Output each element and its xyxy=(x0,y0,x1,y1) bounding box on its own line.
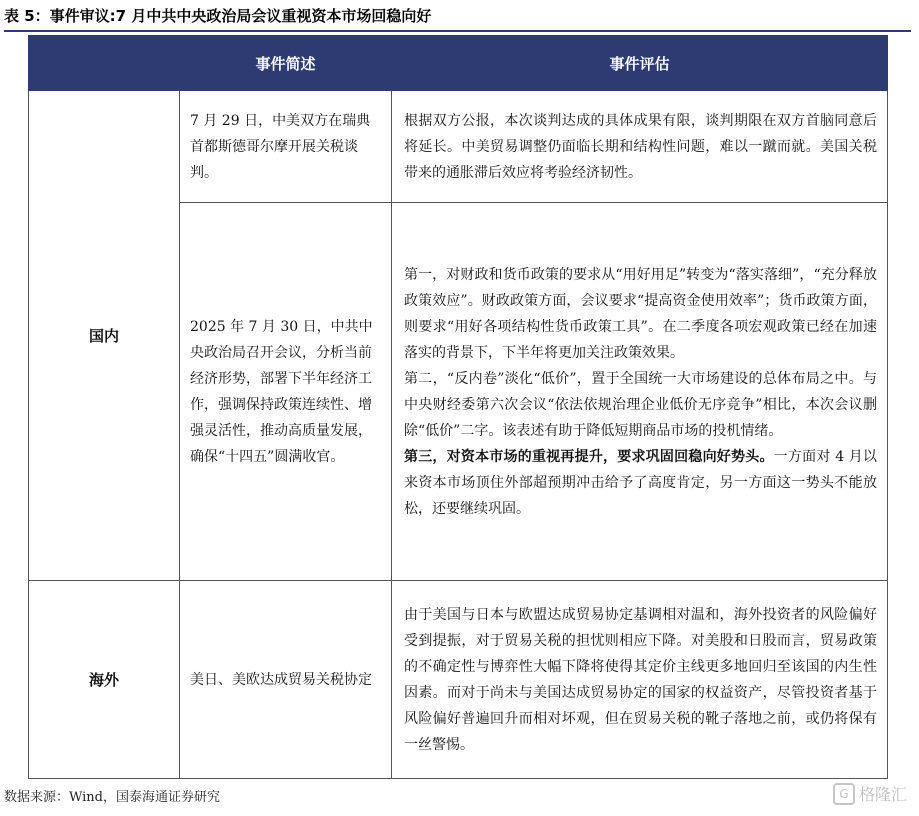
table-row xyxy=(29,581,888,779)
title-divider xyxy=(4,30,911,32)
eval-paragraph-3-bold: 第三，对资本市场的重视再提升，要求巩固回稳向好势头。 xyxy=(404,448,774,465)
region-cell-overseas: 海外 xyxy=(29,581,180,779)
table-header-row xyxy=(29,36,888,91)
watermark xyxy=(833,782,907,805)
event-eval xyxy=(392,203,888,581)
region-cell-domestic: 国内 xyxy=(29,91,180,581)
event-desc: 2025 年 7 月 30 日，中共中央政治局召开会议，分析当前经济形势，部署下半年经济工作，强调保持政策连续性、增强灵活性，推动高质量发展，确保“十四五”圆满收官。 xyxy=(180,203,392,581)
table-title: 表 5：事件审议:7 月中共中央政治局会议重视资本市场回稳向好 xyxy=(4,7,432,25)
event-table xyxy=(28,35,888,779)
logo-icon: G xyxy=(833,783,855,805)
data-source: 数据来源：Wind，国泰海通证券研究 xyxy=(4,790,220,805)
event-eval: 由于美国与日本与欧盟达成贸易协定基调相对温和，海外投资者的风险偏好受到提振，对于贸易关税的担忧则相应下降。对美股和日股而言，贸易政策的不确定性与博弈性大幅下降将使得其定价主线更多地回归至该国的内生性因素。而对于尚未与美国达成贸易协定的国家的权益资产，尽管投资者基于风险偏好普遍回升而相对坏观，但在贸易关税的靴子落地之前，或仍将保有一丝警惕。 xyxy=(392,581,888,779)
watermark-text: 格隆汇 xyxy=(858,785,907,804)
event-desc: 7 月 29 日，中美双方在瑞典首都斯德哥尔摩开展关税谈判。 xyxy=(180,91,392,203)
header-desc: 事件简述 xyxy=(180,36,392,91)
header-eval: 事件评估 xyxy=(392,36,888,91)
header-region xyxy=(29,36,180,91)
event-eval: 根据双方公报，本次谈判达成的具体成果有限，谈判期限在双方首脑同意后将延长。中美贸易调整仍面临长期和结构性问题，难以一蹴而就。美国关税带来的通胀滞后效应将考验经济韧性。 xyxy=(392,91,888,203)
table-row xyxy=(29,91,888,203)
eval-paragraph-3 xyxy=(404,444,877,522)
eval-paragraph-2: 第二，“反内卷”淡化“低价”，置于全国统一大市场建设的总体布局之中。与中央财经委第六次会议“依法依规治理企业低价无序竞争”相比，本次会议删除“低价”二字。该表述有助于降低短期商品市场的投机情绪。 xyxy=(404,370,877,439)
event-desc: 美日、美欧达成贸易关税协定 xyxy=(180,581,392,779)
eval-paragraph-3-rest: 一方面对 4 月以来资本市场顶住外部超预期冲击给予了高度肯定，另一方面这一势头不能放松，还要继续巩固。 xyxy=(404,448,878,517)
eval-paragraph-1: 第一，对财政和货币政策的要求从“用好用足”转变为“落实落细”，“充分释放政策效应”。财政政策方面，会议要求“提高资金使用效率”；货币政策方面，则要求“用好各项结构性货币政策工具”。在二季度各项宏观政策已经在加速落实的背景下，下半年将更加关注政策效果。 xyxy=(404,266,877,361)
